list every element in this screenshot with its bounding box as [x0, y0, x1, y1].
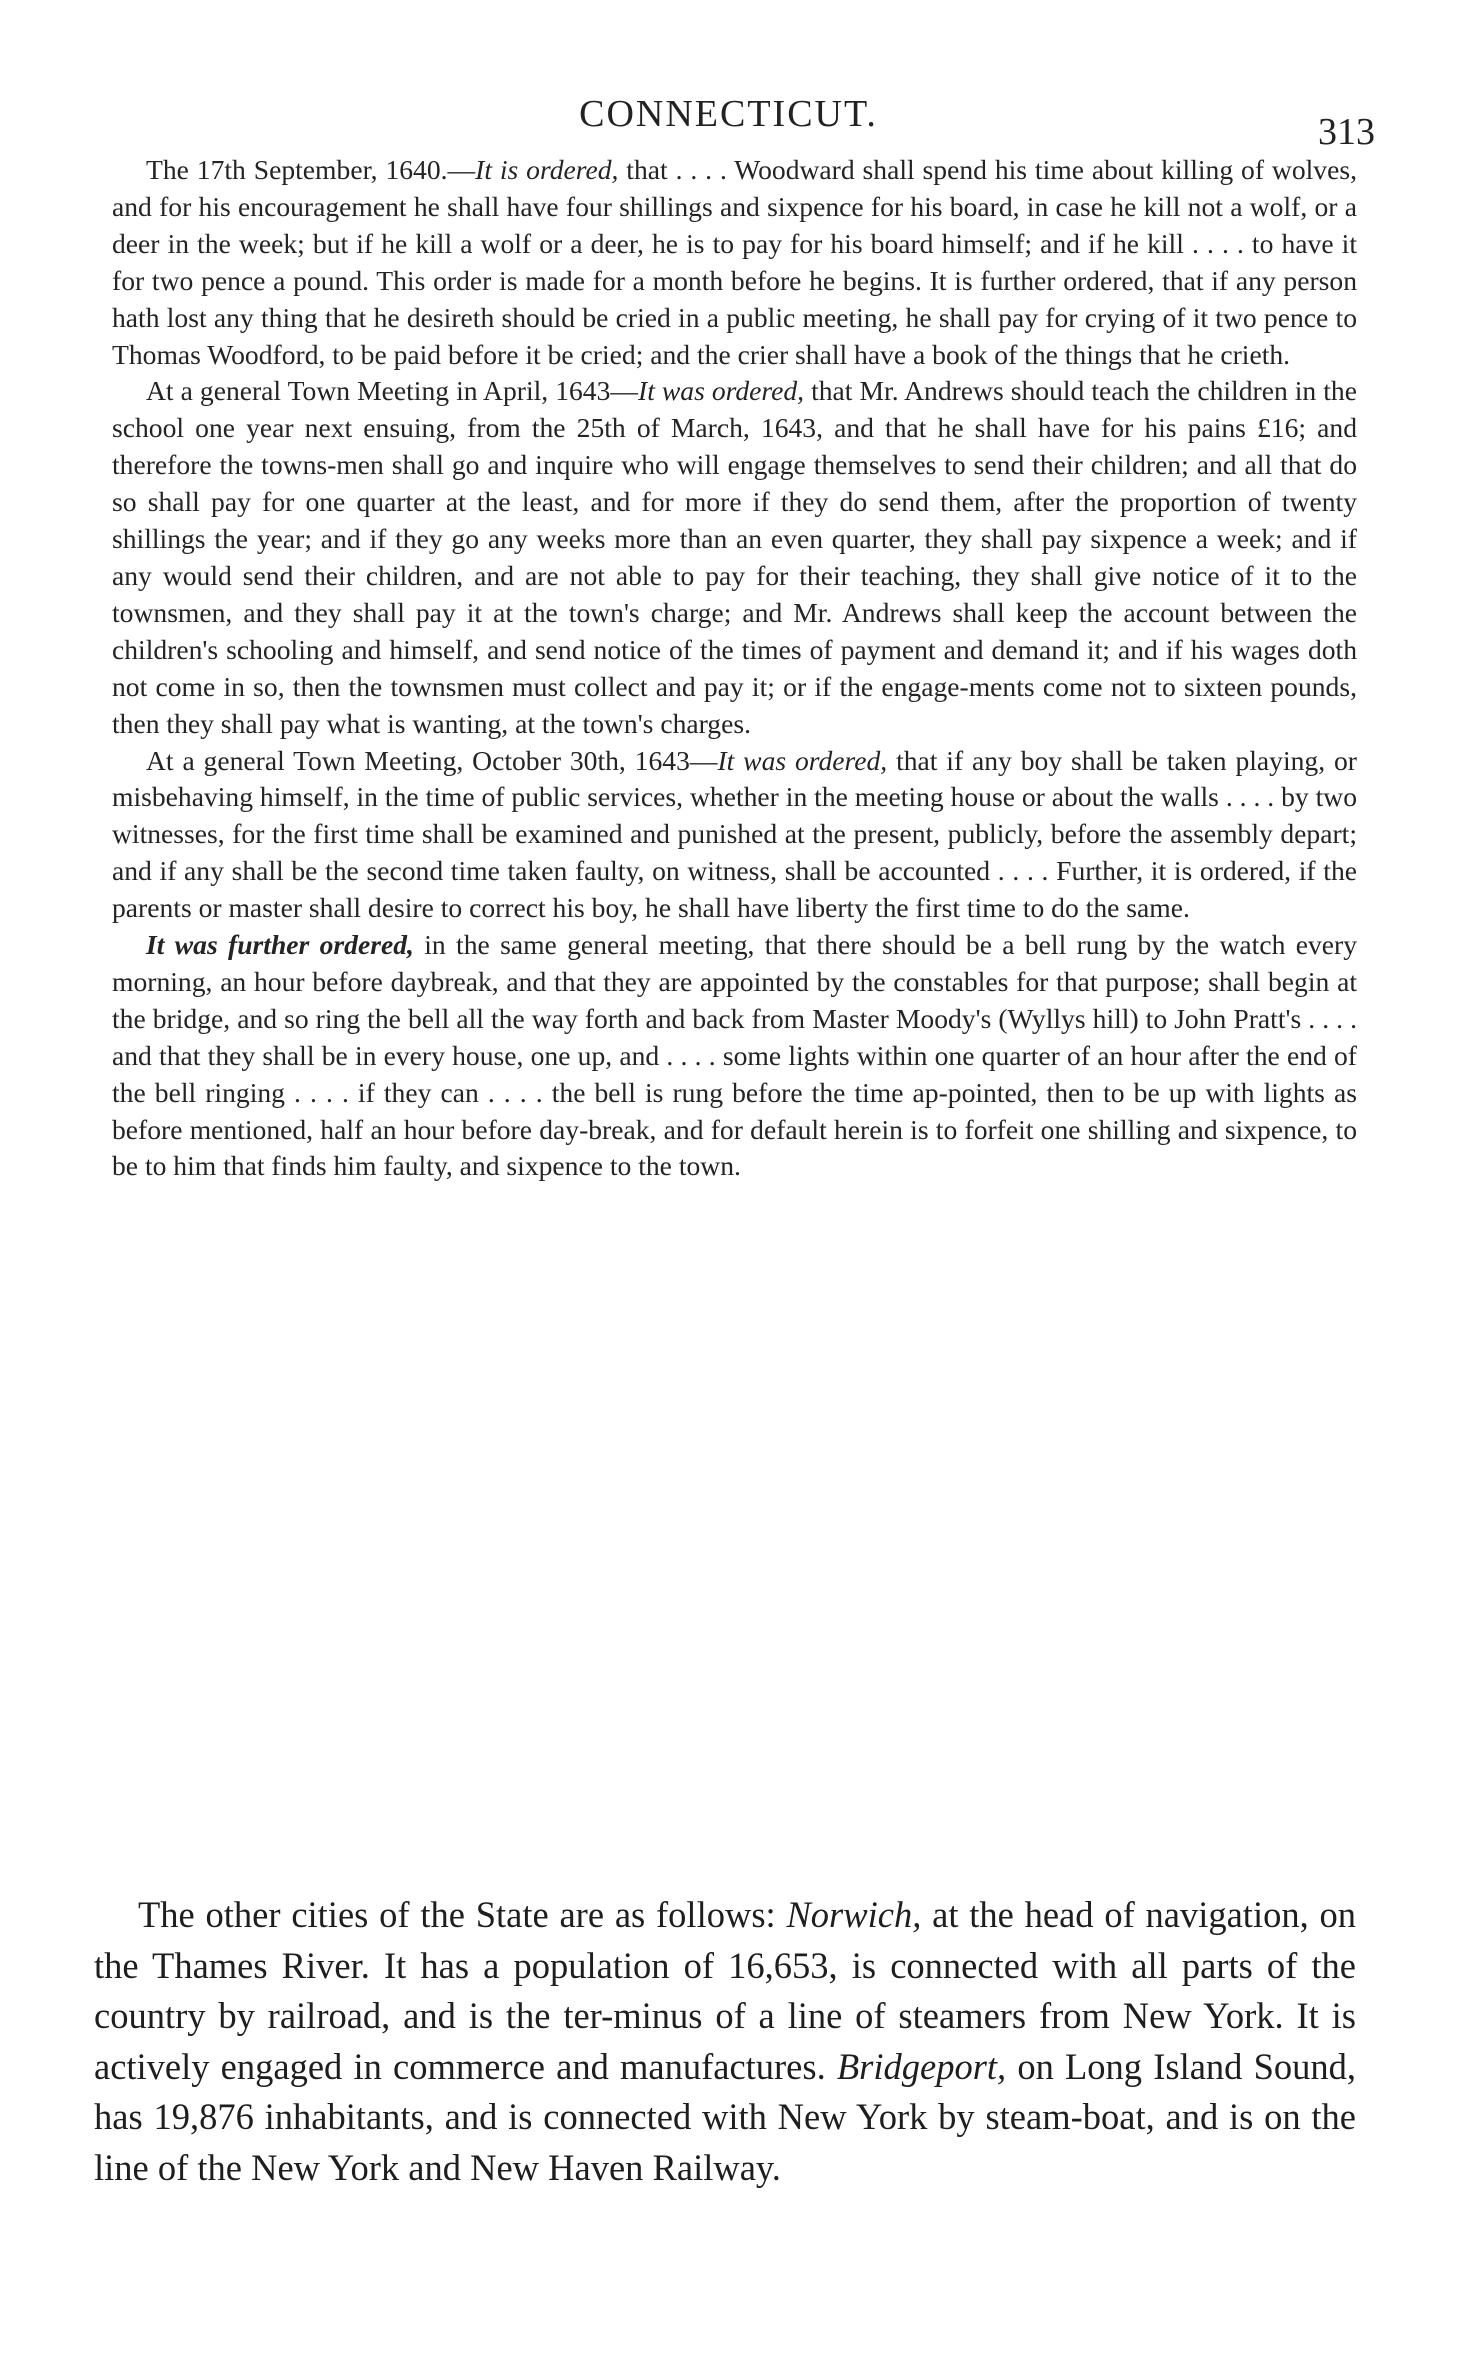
main-text-norwich: at the head of navigation, on the Thames River. It has a population of 16,653, is connected with all parts of the country by railroad, and is the ter-minus of a line of steamers from New York. It is actively engaged in commerce and manufactures.	[94, 1894, 1356, 2087]
city-bridgeport: Bridgeport,	[836, 2045, 1007, 2087]
record-paragraph-1	[112, 152, 1357, 373]
record-3-emphasis: It was ordered,	[717, 744, 888, 776]
main-paragraph	[94, 1890, 1356, 2194]
record-2-date: At a general Town Meeting in April, 1643—	[146, 375, 638, 407]
record-paragraph-4	[112, 927, 1357, 1185]
record-2-emphasis: It was ordered,	[638, 375, 805, 407]
record-paragraph-3	[112, 743, 1357, 928]
record-1-date: The 17th September, 1640.—	[146, 154, 476, 185]
record-3-text: that if any boy shall be taken playing, or misbehaving himself, in the time of public services, whether in the meeting house or about the walls . . . . by two witnesses, for the first time shall be examined and punished at the present, publicly, before the assembly depart; and if any shall be the second time taken faulty, on witness, shall be accounted . . . . Further, it is ordered, if the parents or master shall desire to correct his boy, he shall have liberty the first time to do the same.	[112, 744, 1357, 924]
record-4-emphasis: It was further ordered,	[146, 929, 414, 961]
main-text-intro: The other cities of the State are as follows:	[138, 1894, 787, 1935]
record-paragraph-2	[112, 373, 1357, 742]
record-2-text: that Mr. Andrews should teach the children in the school one year next ensuing, from the 25th of March, 1643, and that he shall have for his pains £16; and therefore the towns-men shall go and inquire who will engage themselves to send their children; and all that do so shall pay for one quarter at the least, and for more if they do send them, after the proportion of twenty shillings the year; and if they go any weeks more than an even quarter, they shall pay sixpence a week; and if any would send their children, and are not able to pay for their teaching, they shall give notice of it to the townsmen, and they shall pay it at the town's charge; and Mr. Andrews shall keep the account between the children's schooling and himself, and send notice of the times of payment and demand it; and if his wages doth not come in so, then the townsmen must collect and pay it; or if the engage-ments come not to sixteen pounds, then they shall pay what is wanting, at the town's charges.	[112, 375, 1357, 739]
main-body-text	[94, 1890, 1356, 2194]
record-1-emphasis: It is ordered,	[475, 154, 619, 185]
record-4-text: in the same general meeting, that there should be a bell rung by the watch every morning, an hour before daybreak, and that they are appointed by the constables for that purpose; shall begin at the bridge, and so ring the bell all the way forth and back from Master Moody's (Wyllys hill) to John Pratt's . . . . and that they shall be in every house, one up, and . . . . some lights within one quarter of an hour after the end of the bell ringing . . . . if they can . . . . the bell is rung before the time ap-pointed, then to be up with lights as before mentioned, half an hour before day-break, and for default herein is to forfeit one shilling and sixpence, to be to him that finds him faulty, and sixpence to the town.	[112, 929, 1357, 1182]
city-norwich: Norwich,	[786, 1894, 922, 1935]
record-1-text: that . . . . Woodward shall spend his time about killing of wolves, and for his encouragement he shall have four shillings and sixpence for his board, in case he kill not a wolf, or a deer in the week; but if he kill a wolf or a deer, he is to pay for his board himself; and if he kill . . . . to have it for two pence a pound. This order is made for a month before he begins. It is further ordered, that if any person hath lost any thing that he desireth should be cried in a public meeting, he shall pay for crying of it two pence to Thomas Woodford, to be paid before it be cried; and the crier shall have a book of the things that he crieth.	[112, 154, 1357, 370]
quoted-records	[112, 152, 1357, 1185]
record-3-date: At a general Town Meeting, October 30th, 1643—	[146, 744, 718, 776]
running-head: CONNECTICUT.	[579, 93, 878, 135]
main-text-bridgeport: on Long Island Sound, has 19,876 inhabitants, and is connected with New York by steam-boat, and is on the line of the New York and New Haven Railway.	[94, 2045, 1356, 2188]
page-number: 313	[1318, 111, 1375, 153]
